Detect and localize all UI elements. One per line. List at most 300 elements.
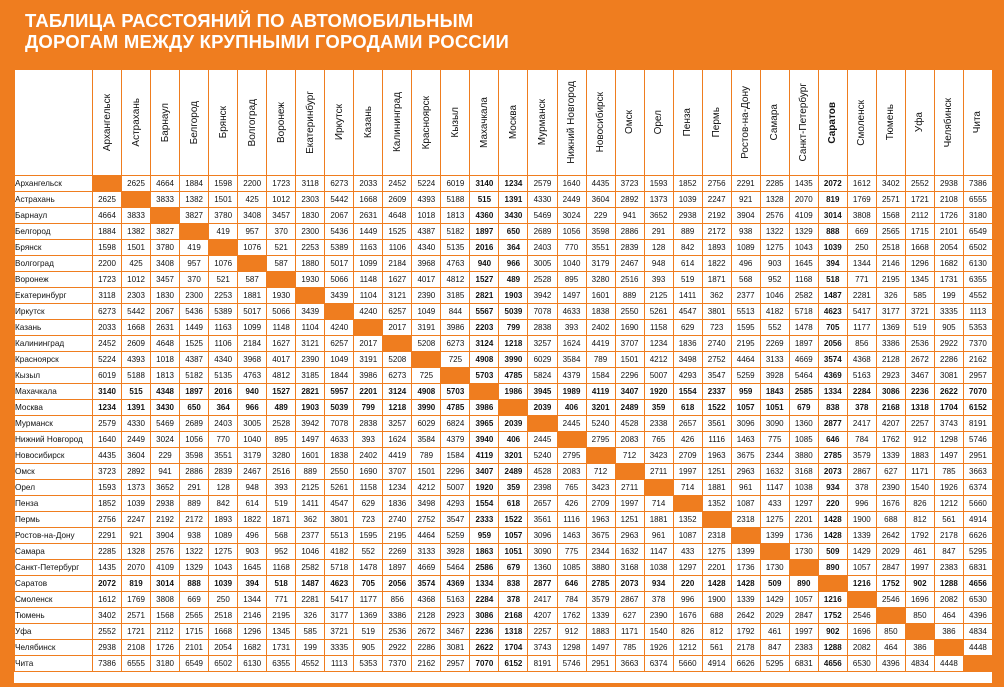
distance-cell: 362: [296, 512, 325, 528]
distance-cell: 426: [673, 432, 702, 448]
distance-cell: 629: [673, 320, 702, 336]
row-header: Пермь: [15, 512, 93, 528]
distance-cell: 1930: [267, 288, 296, 304]
header-row: [15, 70, 993, 176]
distance-cell: 6374: [963, 480, 992, 496]
distance-cell: 5066: [325, 272, 354, 288]
distance-cell: 1730: [760, 560, 789, 576]
distance-cell: 359: [644, 400, 673, 416]
distance-cell: 5746: [557, 656, 586, 672]
distance-cell: 2923: [876, 368, 905, 384]
distance-cell: 952: [267, 544, 296, 560]
distance-cell: 618: [499, 496, 528, 512]
distance-cell: 723: [702, 320, 731, 336]
distance-cell: 1275: [760, 512, 789, 528]
column-header-label: Калининград: [391, 92, 403, 153]
distance-cell: 1039: [673, 192, 702, 208]
column-header-label: Архангельск: [101, 93, 113, 152]
column-header: [93, 70, 122, 176]
distance-cell: 2344: [760, 448, 789, 464]
distance-cell: 2417: [847, 416, 876, 432]
diagonal-cell: [905, 624, 934, 640]
distance-cell: 2056: [818, 336, 847, 352]
distance-cell: 934: [644, 576, 673, 592]
distance-cell: 521: [267, 240, 296, 256]
distance-cell: 2162: [963, 352, 992, 368]
distance-cell: 996: [847, 496, 876, 512]
distance-cell: 1682: [934, 256, 963, 272]
column-header-label: Екатеринбург: [304, 91, 316, 154]
distance-cell: 4182: [325, 544, 354, 560]
distance-cell: 6374: [644, 656, 673, 672]
distance-cell: 1322: [180, 544, 209, 560]
distance-cell: 3280: [586, 272, 615, 288]
distance-cell: 1049: [412, 304, 441, 320]
distance-cell: 2017: [354, 336, 383, 352]
diagonal-cell: [93, 176, 122, 192]
distance-cell: 5436: [180, 304, 209, 320]
distance-cell: 2957: [441, 656, 470, 672]
distance-cell: 1040: [238, 432, 267, 448]
row-header: Новосибирск: [15, 448, 93, 464]
distance-cell: 519: [354, 624, 383, 640]
distance-cell: 1288: [818, 640, 847, 656]
distance-cell: 2689: [180, 416, 209, 432]
distance-cell: 1113: [963, 304, 992, 320]
distance-cell: 1963: [702, 448, 731, 464]
table-row: [15, 240, 993, 256]
distance-cell: 1762: [557, 608, 586, 624]
distance-cell: 2536: [905, 336, 934, 352]
distance-cell: 3498: [412, 496, 441, 512]
diagonal-cell: [876, 608, 905, 624]
table-row: [15, 208, 993, 224]
distance-cell: 6626: [731, 656, 760, 672]
distance-cell: 2125: [296, 480, 325, 496]
distance-cell: 725: [441, 352, 470, 368]
distance-cell: 6273: [441, 336, 470, 352]
distance-cell: 2178: [934, 528, 963, 544]
diagonal-cell: [499, 400, 528, 416]
distance-cell: 2128: [876, 352, 905, 368]
distance-cell: 1339: [876, 448, 905, 464]
distance-cell: 364: [209, 400, 238, 416]
distance-cell: 889: [673, 224, 702, 240]
distance-cell: 1085: [557, 560, 586, 576]
distance-cell: 1012: [267, 192, 296, 208]
distance-cell: 2609: [122, 336, 151, 352]
distance-cell: 2642: [876, 528, 905, 544]
distance-cell: 3743: [934, 416, 963, 432]
distance-cell: 4669: [789, 352, 818, 368]
distance-cell: 2403: [528, 240, 557, 256]
distance-cell: 3430: [499, 208, 528, 224]
distance-cell: 5957: [325, 384, 354, 400]
distance-cell: 4119: [470, 448, 499, 464]
distance-cell: 6530: [963, 592, 992, 608]
distance-cell: 889: [180, 496, 209, 512]
distance-cell: 1736: [789, 528, 818, 544]
table-row: [15, 368, 993, 384]
distance-cell: 888: [180, 576, 209, 592]
distance-cell: 1449: [180, 320, 209, 336]
distance-cell: 1296: [905, 256, 934, 272]
distance-cell: 1171: [905, 464, 934, 480]
distance-cell: 2303: [122, 288, 151, 304]
distance-cell: 1051: [760, 400, 789, 416]
distance-cell: 1057: [789, 592, 818, 608]
distance-cell: 2467: [615, 256, 644, 272]
distance-cell: 5295: [760, 656, 789, 672]
distance-cell: 1900: [702, 592, 731, 608]
distance-cell: 2054: [209, 640, 238, 656]
distance-cell: 1168: [267, 560, 296, 576]
distance-cell: 1391: [499, 192, 528, 208]
table-row: [15, 256, 993, 272]
distance-cell: 650: [499, 224, 528, 240]
distance-cell: 1676: [673, 608, 702, 624]
distance-cell: 2201: [702, 560, 731, 576]
distance-cell: 5746: [963, 432, 992, 448]
distance-cell: 4340: [412, 240, 441, 256]
distance-cell: 433: [760, 496, 789, 512]
distance-cell: 2631: [354, 208, 383, 224]
distance-cell: 1997: [673, 464, 702, 480]
distance-cell: 378: [644, 592, 673, 608]
distance-cell: 2516: [615, 272, 644, 288]
distance-cell: 1352: [702, 496, 731, 512]
distance-cell: 1926: [934, 480, 963, 496]
distance-cell: 1251: [615, 512, 644, 528]
distance-cell: 1298: [557, 640, 586, 656]
distance-cell: 250: [209, 592, 238, 608]
distance-cell: 1297: [789, 496, 818, 512]
diagonal-cell: [963, 656, 992, 672]
distance-cell: 1601: [296, 448, 325, 464]
distance-cell: 1411: [673, 288, 702, 304]
distance-cell: 2571: [122, 608, 151, 624]
distance-cell: 847: [760, 640, 789, 656]
distance-cell: 1676: [876, 496, 905, 512]
distance-cell: 386: [934, 624, 963, 640]
distance-cell: 1893: [209, 512, 238, 528]
distance-cell: 1057: [731, 400, 760, 416]
distance-cell: 585: [905, 288, 934, 304]
distance-cell: 934: [818, 480, 847, 496]
row-header: Кызыл: [15, 368, 93, 384]
distance-cell: 819: [122, 576, 151, 592]
distance-cell: 1334: [470, 576, 499, 592]
distance-cell: 902: [905, 576, 934, 592]
distance-cell: 2740: [383, 512, 412, 528]
distance-cell: 2489: [615, 400, 644, 416]
distance-cell: 1076: [209, 256, 238, 272]
distance-cell: 2711: [644, 464, 673, 480]
distance-cell: 3430: [151, 400, 180, 416]
column-header-label: Брянск: [217, 106, 229, 139]
distance-cell: 5259: [731, 368, 760, 384]
distance-cell: 4633: [325, 432, 354, 448]
distance-cell: 1148: [354, 272, 383, 288]
distance-cell: 2847: [789, 608, 818, 624]
distance-cell: 1762: [876, 432, 905, 448]
distance-cell: 2200: [238, 176, 267, 192]
distance-cell: 2236: [905, 384, 934, 400]
distance-cell: 957: [238, 224, 267, 240]
distance-cell: 1391: [122, 400, 151, 416]
distance-cell: 2546: [847, 608, 876, 624]
distance-cell: 2585: [789, 384, 818, 400]
table-row: [15, 192, 993, 208]
distance-cell: 1275: [702, 544, 731, 560]
distance-cell: 1501: [209, 192, 238, 208]
distance-cell: 2957: [963, 368, 992, 384]
table-row: [15, 224, 993, 240]
distance-cell: 784: [847, 432, 876, 448]
distance-cell: 2172: [702, 224, 731, 240]
distance-cell: 5389: [325, 240, 354, 256]
column-header-label: Чита: [972, 111, 984, 134]
distance-cell: 2070: [789, 192, 818, 208]
distance-cell: 1163: [209, 320, 238, 336]
distance-cell: 1880: [296, 256, 325, 272]
distance-cell: 3086: [470, 608, 499, 624]
distance-cell: 5417: [847, 304, 876, 320]
distance-cell: 2752: [412, 512, 441, 528]
distance-cell: 3547: [702, 368, 731, 384]
distance-cell: 2467: [238, 464, 267, 480]
row-header: Самара: [15, 544, 93, 560]
distance-cell: 1522: [499, 512, 528, 528]
column-header-label: Кызыл: [449, 107, 461, 138]
distance-cell: 1595: [354, 528, 383, 544]
distance-cell: 1501: [412, 464, 441, 480]
distance-cell: 6130: [238, 656, 267, 672]
distance-table-panel: [14, 69, 992, 683]
distance-cell: 1497: [586, 640, 615, 656]
distance-cell: 1339: [586, 608, 615, 624]
distance-cell: 425: [122, 256, 151, 272]
distance-cell: 3663: [963, 464, 992, 480]
distance-cell: 940: [470, 256, 499, 272]
distance-cell: 406: [557, 400, 586, 416]
distance-cell: 4017: [412, 272, 441, 288]
distance-cell: 3780: [209, 208, 238, 224]
distance-cell: 3990: [412, 400, 441, 416]
column-header-label: Ростов-на-Дону: [740, 86, 752, 159]
distance-cell: 2821: [470, 288, 499, 304]
distance-cell: 5703: [470, 368, 499, 384]
distance-cell: 552: [354, 544, 383, 560]
distance-cell: 2377: [731, 288, 760, 304]
distance-cell: 725: [412, 368, 441, 384]
distance-cell: 3185: [441, 288, 470, 304]
distance-cell: 4379: [557, 368, 586, 384]
distance-cell: 3407: [615, 384, 644, 400]
distance-cell: 2257: [905, 416, 934, 432]
distance-cell: 1147: [644, 544, 673, 560]
distance-cell: 2236: [470, 624, 499, 640]
column-header: [354, 70, 383, 176]
distance-cell: 3965: [470, 416, 499, 432]
distance-cell: 2452: [383, 176, 412, 192]
column-header-label: Махачкала: [478, 97, 490, 148]
distance-cell: 2795: [586, 432, 615, 448]
distance-cell: 2162: [412, 656, 441, 672]
distance-cell: 4212: [412, 480, 441, 496]
distance-cell: 1813: [441, 208, 470, 224]
distance-cell: 3928: [760, 368, 789, 384]
distance-cell: 2082: [847, 640, 876, 656]
distance-cell: 2203: [470, 320, 499, 336]
distance-cell: 2269: [760, 336, 789, 352]
distance-cell: 5261: [325, 480, 354, 496]
distance-cell: 3707: [615, 336, 644, 352]
distance-cell: 370: [180, 272, 209, 288]
distance-cell: 2402: [586, 320, 615, 336]
distance-cell: 1056: [557, 224, 586, 240]
distance-cell: 2377: [296, 528, 325, 544]
distance-cell: 838: [499, 576, 528, 592]
distance-cell: 6502: [963, 240, 992, 256]
distance-cell: 4552: [963, 288, 992, 304]
distance-cell: 6257: [325, 336, 354, 352]
distance-cell: 4435: [93, 448, 122, 464]
table-row: [15, 320, 993, 336]
distance-cell: 1051: [499, 544, 528, 560]
column-header-label: Орел: [653, 110, 665, 135]
diagonal-cell: [441, 368, 470, 384]
distance-cell: 5224: [412, 176, 441, 192]
diagonal-cell: [528, 416, 557, 432]
distance-cell: 3928: [441, 544, 470, 560]
distance-cell: 2672: [412, 624, 441, 640]
distance-cell: 826: [905, 496, 934, 512]
distance-cell: 2390: [412, 288, 441, 304]
distance-cell: 3118: [296, 176, 325, 192]
distance-cell: 890: [818, 560, 847, 576]
distance-cell: 2285: [93, 544, 122, 560]
row-header: Мурманск: [15, 416, 93, 432]
distance-cell: 1463: [557, 528, 586, 544]
distance-cell: 1769: [847, 192, 876, 208]
distance-cell: 2192: [151, 512, 180, 528]
distance-cell: 712: [586, 464, 615, 480]
table-row: [15, 304, 993, 320]
distance-cell: 679: [499, 560, 528, 576]
distance-cell: 2951: [963, 448, 992, 464]
distance-cell: 1334: [818, 384, 847, 400]
distance-cell: 1298: [934, 432, 963, 448]
distance-cell: 1449: [354, 224, 383, 240]
distance-cell: 3561: [528, 512, 557, 528]
distance-cell: 2291: [93, 528, 122, 544]
diagonal-cell: [151, 208, 180, 224]
table-row: [15, 608, 993, 624]
distance-cell: 2247: [122, 512, 151, 528]
distance-cell: 1012: [122, 272, 151, 288]
distance-cell: 2303: [296, 192, 325, 208]
distance-cell: 3121: [383, 288, 412, 304]
distance-cell: 7070: [470, 656, 499, 672]
column-header: [934, 70, 963, 176]
distance-cell: 3423: [644, 448, 673, 464]
distance-cell: 4552: [296, 656, 325, 672]
table-corner: [15, 70, 93, 176]
row-header: Орел: [15, 480, 93, 496]
distance-cell: 3707: [383, 464, 412, 480]
distance-cell: 1540: [644, 624, 673, 640]
distance-cell: 627: [615, 608, 644, 624]
distance-cell: 2269: [383, 544, 412, 560]
distance-cell: 1087: [731, 496, 760, 512]
distance-cell: 1624: [383, 432, 412, 448]
distance-cell: 7370: [963, 336, 992, 352]
distance-cell: 1736: [731, 560, 760, 576]
distance-cell: 1428: [818, 512, 847, 528]
distance-cell: 5464: [789, 368, 818, 384]
distance-cell: 3257: [528, 336, 557, 352]
distance-cell: 1171: [615, 624, 644, 640]
distance-cell: 895: [557, 272, 586, 288]
distance-cell: 5135: [441, 240, 470, 256]
distance-cell: 2281: [847, 288, 876, 304]
distance-cell: 2017: [383, 320, 412, 336]
distance-cell: 966: [238, 400, 267, 416]
title-line-2: ДОРОГАМ МЕЖДУ КРУПНЫМИ ГОРОДАМИ РОССИИ: [25, 31, 509, 52]
distance-cell: 1218: [499, 336, 528, 352]
distance-cell: 2067: [151, 304, 180, 320]
distance-cell: 4119: [586, 384, 615, 400]
distance-cell: 4914: [702, 656, 731, 672]
table-row: [15, 288, 993, 304]
column-header: [267, 70, 296, 176]
column-header: [325, 70, 354, 176]
distance-cell: 2398: [528, 480, 557, 496]
distance-cell: 1792: [905, 528, 934, 544]
distance-cell: 4368: [412, 592, 441, 608]
distance-cell: 1704: [934, 400, 963, 416]
distance-cell: 5513: [325, 528, 354, 544]
distance-cell: 2892: [615, 192, 644, 208]
distance-cell: 489: [499, 272, 528, 288]
distance-cell: 785: [615, 640, 644, 656]
distance-cell: 1046: [296, 544, 325, 560]
distance-cell: 1645: [789, 256, 818, 272]
distance-cell: 770: [209, 432, 238, 448]
distance-cell: 2083: [615, 432, 644, 448]
distance-cell: 3140: [93, 384, 122, 400]
distance-cell: 3833: [151, 192, 180, 208]
distance-cell: 3904: [731, 208, 760, 224]
distance-cell: 1296: [238, 624, 267, 640]
distance-cell: 2625: [122, 176, 151, 192]
table-row: [15, 640, 993, 656]
distance-cell: 561: [934, 512, 963, 528]
row-header: Пенза: [15, 496, 93, 512]
distance-cell: 1487: [818, 288, 847, 304]
distance-cell: 5182: [180, 368, 209, 384]
column-header: [238, 70, 267, 176]
distance-cell: 1344: [238, 592, 267, 608]
distance-cell: 2039: [499, 416, 528, 432]
distance-cell: 3201: [586, 400, 615, 416]
distance-cell: 496: [731, 256, 760, 272]
distance-cell: 3579: [586, 592, 615, 608]
distance-cell: 1883: [586, 624, 615, 640]
distance-cell: 4664: [93, 208, 122, 224]
distance-cell: 3574: [818, 352, 847, 368]
